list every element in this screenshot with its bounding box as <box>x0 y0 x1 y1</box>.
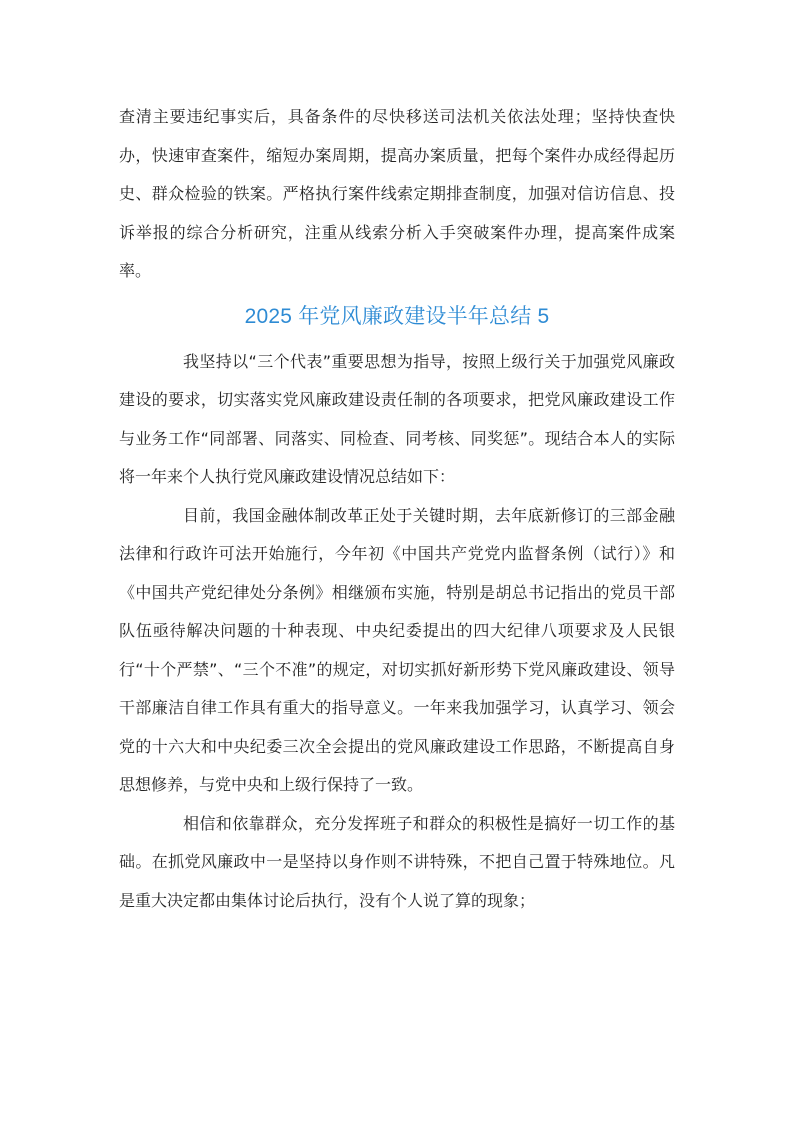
paragraph-background: 目前，我国金融体制改革正处于关键时期，去年底新修订的三部金融法律和行政许可法开始施行，今年初《中国共产党党内监督条例（试行）》和《中国共产党纪律处分条例》相继颁布实施，特别是胡总书记指出的党员干部队伍亟待解决问题的十种表现、中央纪委提出的四大纪律八项要求及人民银行“十个严禁”、“三个不准”的规定，对切实抓好新形势下党风廉政建设、领导干部廉洁自律工作具有重大的指导意义。一年来我加强学习，认真学习、领会党的十六大和中央纪委三次全会提出的党风廉政建设工作思路，不断提高自身思想修养，与党中央和上级行保持了一致。 <box>119 505 675 794</box>
paragraph-practice: 相信和依靠群众，充分发挥班子和群众的积极性是搞好一切工作的基础。在抓党风廉政中一是坚持以身作则不讲特殊，不把自己置于特殊地位。凡是重大决定都由集体讨论后执行，没有个人说了算的现象； <box>119 813 675 910</box>
paragraph-intro: 我坚持以“三个代表”重要思想为指导，按照上级行关于加强党风廉政建设的要求，切实落实党风廉政建设责任制的各项要求，把党风廉政建设工作与业务工作“同部署、同落实、同检查、同考核、同奖惩”。现结合本人的实际将一年来个人执行党风廉政建设情况总结如下： <box>119 351 675 486</box>
document-body <box>119 98 675 920</box>
paragraph-continued: 查清主要违纪事实后，具备条件的尽快移送司法机关依法处理；坚持快查快办，快速审查案件，缩短办案周期，提高办案质量，把每个案件办成经得起历史、群众检验的铁案。严格执行案件线索定期排查制度，加强对信访信息、投诉举报的综合分析研究，注重从线索分析入手突破案件办理，提高案件成案率。 <box>119 107 675 280</box>
section-title: 2025 年党风廉政建设半年总结 5 <box>244 304 550 328</box>
